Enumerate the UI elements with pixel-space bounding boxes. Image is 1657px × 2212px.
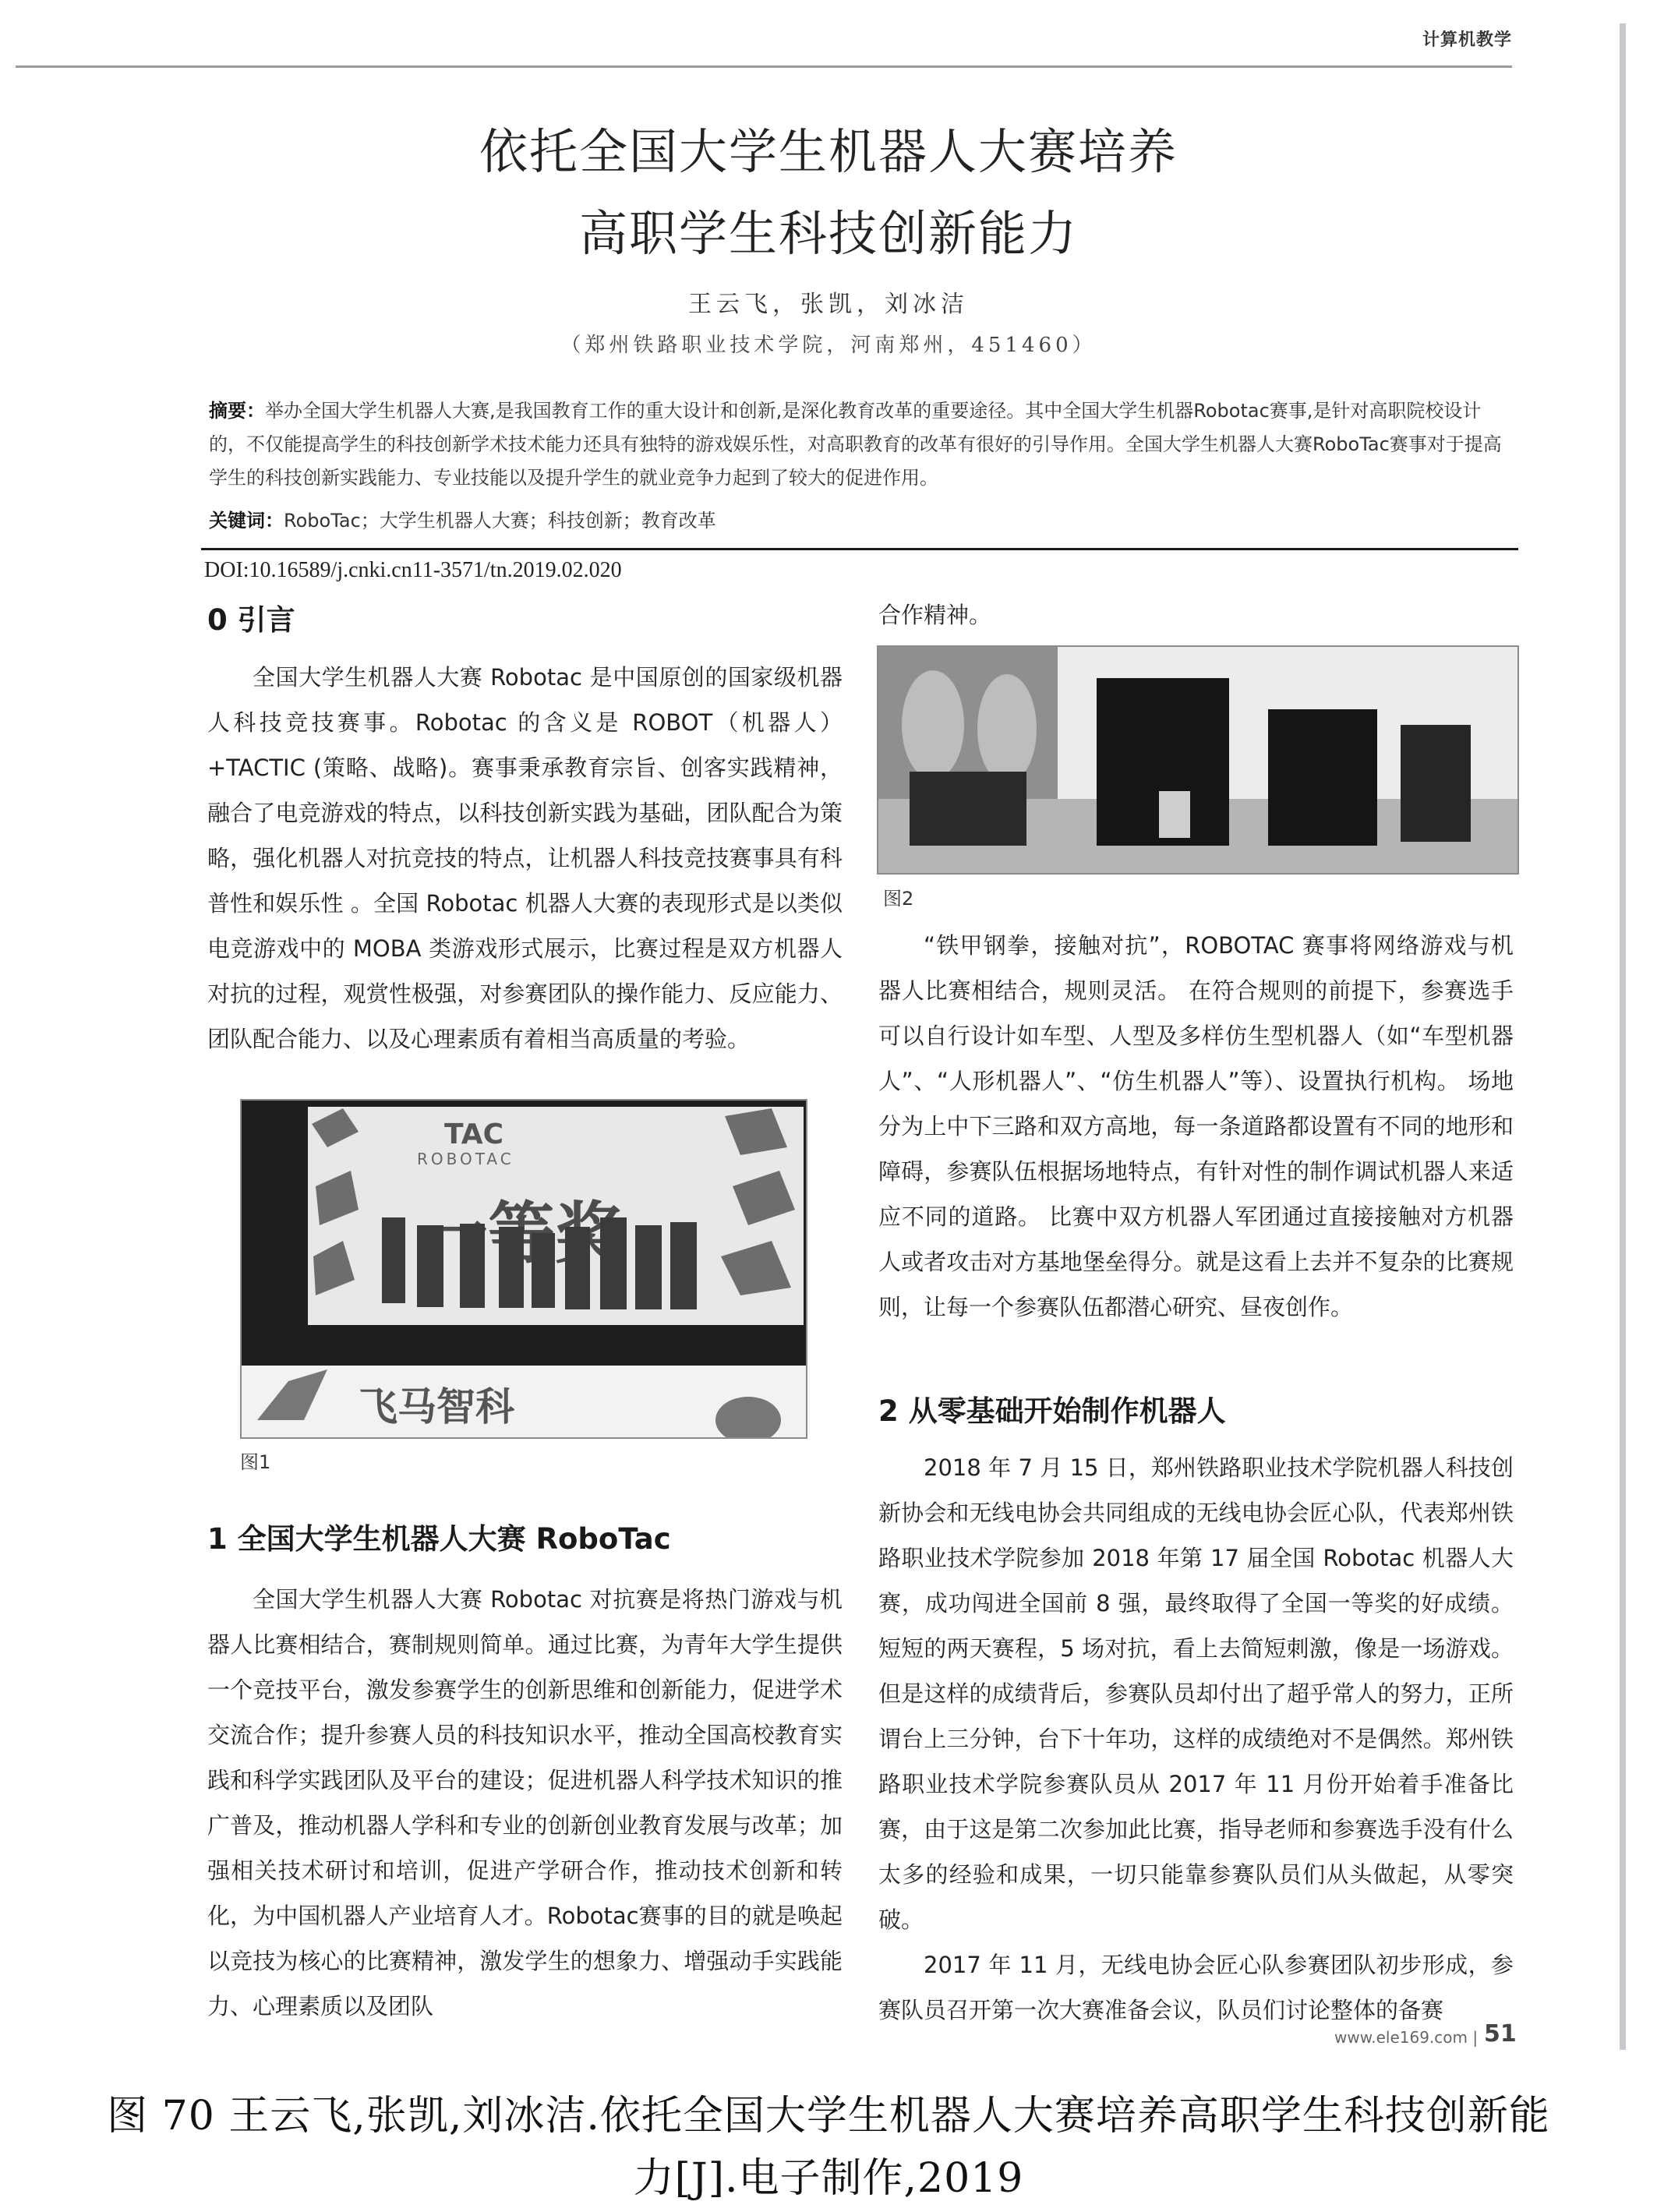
section-0-paragraph: 全国大学生机器人大赛 Robotac 是中国原创的国家级机器人科技竞技赛事。Robotac 的含义是 ROBOT（机器人）+TACTIC (策略、战略)。赛事秉承教育宗旨、创客实践精神，融合了电竞游戏的特点，以科技创新实践为基础，团队配合为策略，强化机器人对抗竞技的特点，让机器人科技竞技赛事具有科普性和娱乐性 。全国 Robotac 机器人大赛的表现形式是以类似电竞游戏中的 MOBA 类游戏形式展示，比赛过程是双方机器人对抗的过程，观赏性极强，对参赛团队的操作能力、反应能力、团队配合能力、以及心理素质有着相当高质量的考验。 [207, 664, 843, 1052]
footer-website [1334, 2028, 1478, 2047]
figure-2-caption: 图2 [883, 888, 914, 910]
rules-paragraph: “铁甲钢拳，接触对抗”，ROBOTAC 赛事将网络游戏与机器人比赛相结合，规则灵活。 在符合规则的前提下，参赛选手可以自行设计如车型、人型及多样仿生型机器人（如“车型机器人”、“人形机器人”、“仿生机器人”等）、设置执行机构。 场地分为上中下三路和双方高地，每一条道路都设置有不同的地形和障碍，参赛队伍根据场地特点，有针对性的制作调试机器人来适应不同的道路。 比赛中双方机器人军团通过直接接触对方机器人或者攻击对方基地堡垒得分。就是这看上去并不复杂的比赛规则，让每一个参赛队伍都潜心研究、昼夜创作。 [878, 932, 1514, 1320]
section-1-body [207, 1577, 843, 2029]
keywords-text: RoboTac；大学生机器人大赛；科技创新；教育改革 [284, 510, 716, 532]
section-1-heading: 1 全国大学生机器人大赛 RoboTac [207, 1522, 671, 1556]
continued-text: 合作精神。 [878, 602, 992, 628]
citation-line-1: 图 70 王云飞,张凯,刘冰洁.依托全国大学生机器人大赛培养高职学生科技创新能 [107, 2093, 1550, 2140]
page-edge-bar [1620, 23, 1626, 2050]
robots-image [878, 647, 1517, 873]
keywords [209, 505, 1518, 532]
figure-1-photo [240, 1099, 807, 1439]
figure1-sponsor-text: 飞马智科 [359, 1384, 514, 1429]
award-ceremony-image [242, 1101, 806, 1437]
article-title-line1: 依托全国大学生机器人大赛培养 [479, 123, 1178, 180]
figure-1-caption: 图1 [240, 1451, 271, 1473]
section-0-heading: 0 引言 [207, 603, 295, 637]
section-2-body [878, 1445, 1514, 2033]
abstract [209, 394, 1518, 495]
abstract-text: 举办全国大学生机器人大赛,是我国教育工作的重大设计和创新,是深化教育改革的重要途径。其中全国大学生机器Robotac赛事,是针对高职院校设计的，不仅能提高学生的科技创新学术技术能力还具有独特的游戏娱乐性，对高职教育的改革有很好的引导作用。全国大学生机器人大赛RoboTac赛事对于提高学生的科技创新实践能力、专业技能以及提升学生的就业竞争力起到了较大的促进作用。 [209, 400, 1502, 489]
article-affiliation: （郑州铁路职业技术学院，河南郑州，451460） [560, 334, 1097, 357]
section-0-body [207, 655, 843, 1062]
page-number: 51 [1484, 2020, 1517, 2048]
footer-separator: | [1472, 2028, 1479, 2047]
section-2-heading: 2 从零基础开始制作机器人 [878, 1394, 1226, 1428]
article-authors: 王云飞，张凯，刘冰洁 [688, 291, 969, 318]
figure1-logo-sub: ROBOTAC [417, 1150, 514, 1168]
doi: DOI:10.16589/j.cnki.cn11-3571/tn.2019.02.020 [204, 558, 622, 582]
journal-section-label: 计算机教学 [1422, 30, 1512, 50]
figure1-logo-text: TAC [444, 1118, 504, 1150]
footer-website-text: www.ele169.com [1334, 2028, 1468, 2047]
section-2-paragraph-1: 2018 年 7 月 15 日，郑州铁路职业技术学院机器人科技创新协会和无线电协会共同组成的无线电协会匠心队，代表郑州铁路职业技术学院参加 2018 年第 17 届全国 Robotac 机器人大赛，成功闯进全国前 8 强，最终取得了全国一等奖的好成绩。短短的两天赛程，5 场对抗，看上去简短刺激，像是一场游戏。但是这样的成绩背后，参赛队员却付出了超乎常人的努力，正所谓台上三分钟，台下十年功，这样的成绩绝对不是偶然。郑州铁路职业技术学院参赛队员从 2017 年 11 月份开始着手准备比赛，由于这是第二次参加此比赛，指导老师和参赛选手没有什么太多的经验和成果，一切只能靠参赛队员们从头做起，从零突破。 [878, 1454, 1514, 1933]
abstract-label: 摘要： [209, 400, 265, 422]
right-column-continued [878, 592, 1514, 638]
section-1-paragraph: 全国大学生机器人大赛 Robotac 对抗赛是将热门游戏与机器人比赛相结合，赛制规则简单。通过比赛，为青年大学生提供一个竞技平台，激发参赛学生的创新思维和创新能力，促进学术交流合作；提升参赛人员的科技知识水平，推动全国高校教育实践和科学实践团队及平台的建设；促进机器人科学技术知识的推广普及，推动机器人学科和专业的创新创业教育发展与改革；加强相关技术研讨和培训，促进产学研合作，推动技术创新和转化，为中国机器人产业培育人才。Robotac赛事的目的就是唤起以竞技为核心的比赛精神，激发学生的想象力、增强动手实践能力、心理素质以及团队 [207, 1586, 843, 2019]
figure-2-photo [877, 645, 1519, 875]
keywords-label: 关键词： [209, 510, 284, 532]
abstract-divider [201, 548, 1518, 550]
article-title-line2: 高职学生科技创新能力 [578, 205, 1078, 262]
citation-line-2: 力[J].电子制作,2019 [633, 2155, 1024, 2202]
header-rule [16, 65, 1512, 68]
section-2-paragraph-2: 2017 年 11 月，无线电协会匠心队参赛团队初步形成，参赛队员召开第一次大赛准备会议，队员们讨论整体的备赛 [878, 1952, 1514, 2023]
rules-section-body [878, 923, 1514, 1330]
